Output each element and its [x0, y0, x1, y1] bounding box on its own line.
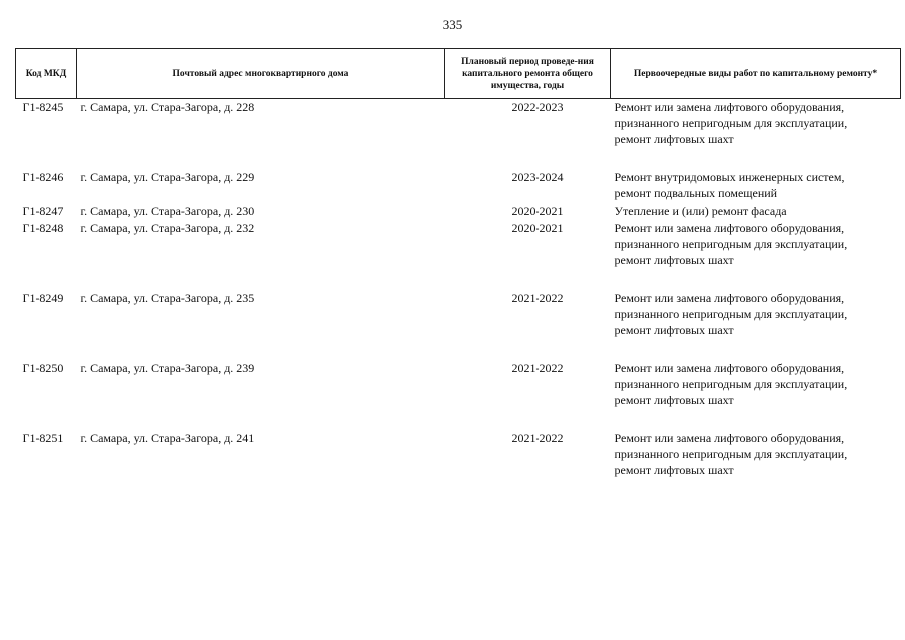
header-works: Первоочередные виды работ по капитальному ремонту*	[611, 49, 901, 99]
works-line: Ремонт или замена лифтового оборудования,	[614, 291, 845, 305]
row-code: Г1-8248	[22, 221, 64, 235]
works-line: ремонт лифтовых шахт	[614, 253, 734, 267]
row-address: г. Самара, ул. Стара-Загора, д. 239	[80, 361, 255, 375]
works-line: признанного непригодным для эксплуатации,	[614, 116, 848, 130]
works-line: Ремонт внутридомовых инженерных систем,	[614, 170, 845, 184]
row-period: 2020-2021	[511, 204, 564, 218]
works-line: признанного непригодным для эксплуатации,	[614, 307, 848, 321]
row-works	[611, 220, 901, 268]
table-row	[16, 360, 901, 408]
row-code: Г1-8251	[22, 431, 64, 445]
works-line: ремонт лифтовых шахт	[614, 132, 734, 146]
works-line: ремонт лифтовых шахт	[614, 463, 734, 477]
works-line: ремонт подвальных помещений	[614, 186, 778, 200]
row-period: 2021-2022	[511, 291, 564, 305]
table-row	[16, 290, 901, 338]
row-address: г. Самара, ул. Стара-Загора, д. 235	[80, 291, 255, 305]
row-address: г. Самара, ул. Стара-Загора, д. 241	[80, 431, 255, 445]
row-period: 2021-2022	[511, 361, 564, 375]
row-code: Г1-8250	[22, 361, 64, 375]
row-period: 2022-2023	[511, 100, 564, 114]
row-works	[611, 203, 901, 219]
header-code: Код МКД	[16, 49, 77, 99]
row-address: г. Самара, ул. Стара-Загора, д. 229	[80, 170, 255, 184]
works-line: Ремонт или замена лифтового оборудования,	[614, 431, 845, 445]
row-period: 2023-2024	[511, 170, 564, 184]
row-works	[611, 430, 901, 478]
row-period: 2020-2021	[511, 221, 564, 235]
row-address: г. Самара, ул. Стара-Загора, д. 230	[80, 204, 255, 218]
row-works	[611, 360, 901, 408]
header-address: Почтовый адрес многоквартирного дома	[77, 49, 445, 99]
works-line: Утепление и (или) ремонт фасада	[614, 204, 787, 218]
row-code: Г1-8247	[22, 204, 64, 218]
works-line: Ремонт или замена лифтового оборудования,	[614, 100, 845, 114]
table-row	[16, 169, 901, 201]
works-line: признанного непригодным для эксплуатации,	[614, 447, 848, 461]
works-line: признанного непригодным для эксплуатации,	[614, 377, 848, 391]
table-row	[16, 203, 901, 219]
table-row	[16, 99, 901, 148]
row-code: Г1-8249	[22, 291, 64, 305]
row-works	[611, 169, 901, 201]
repair-schedule-table	[15, 48, 901, 478]
row-address: г. Самара, ул. Стара-Загора, д. 228	[80, 100, 255, 114]
works-line: Ремонт или замена лифтового оборудования,	[614, 221, 845, 235]
works-line: ремонт лифтовых шахт	[614, 393, 734, 407]
header-period: Плановый период проведе-ния капитального ремонта общего имущества, годы	[445, 49, 611, 99]
row-period: 2021-2022	[511, 431, 564, 445]
table-body	[16, 99, 901, 479]
table-row	[16, 220, 901, 268]
row-code: Г1-8245	[22, 100, 64, 114]
row-works	[611, 99, 901, 148]
table-row	[16, 430, 901, 478]
row-address: г. Самара, ул. Стара-Загора, д. 232	[80, 221, 255, 235]
page-number: 335	[442, 17, 463, 32]
row-code: Г1-8246	[22, 170, 64, 184]
table-header-row	[16, 49, 901, 99]
works-line: Ремонт или замена лифтового оборудования,	[614, 361, 845, 375]
row-works	[611, 290, 901, 338]
works-line: ремонт лифтовых шахт	[614, 323, 734, 337]
works-line: признанного непригодным для эксплуатации,	[614, 237, 848, 251]
